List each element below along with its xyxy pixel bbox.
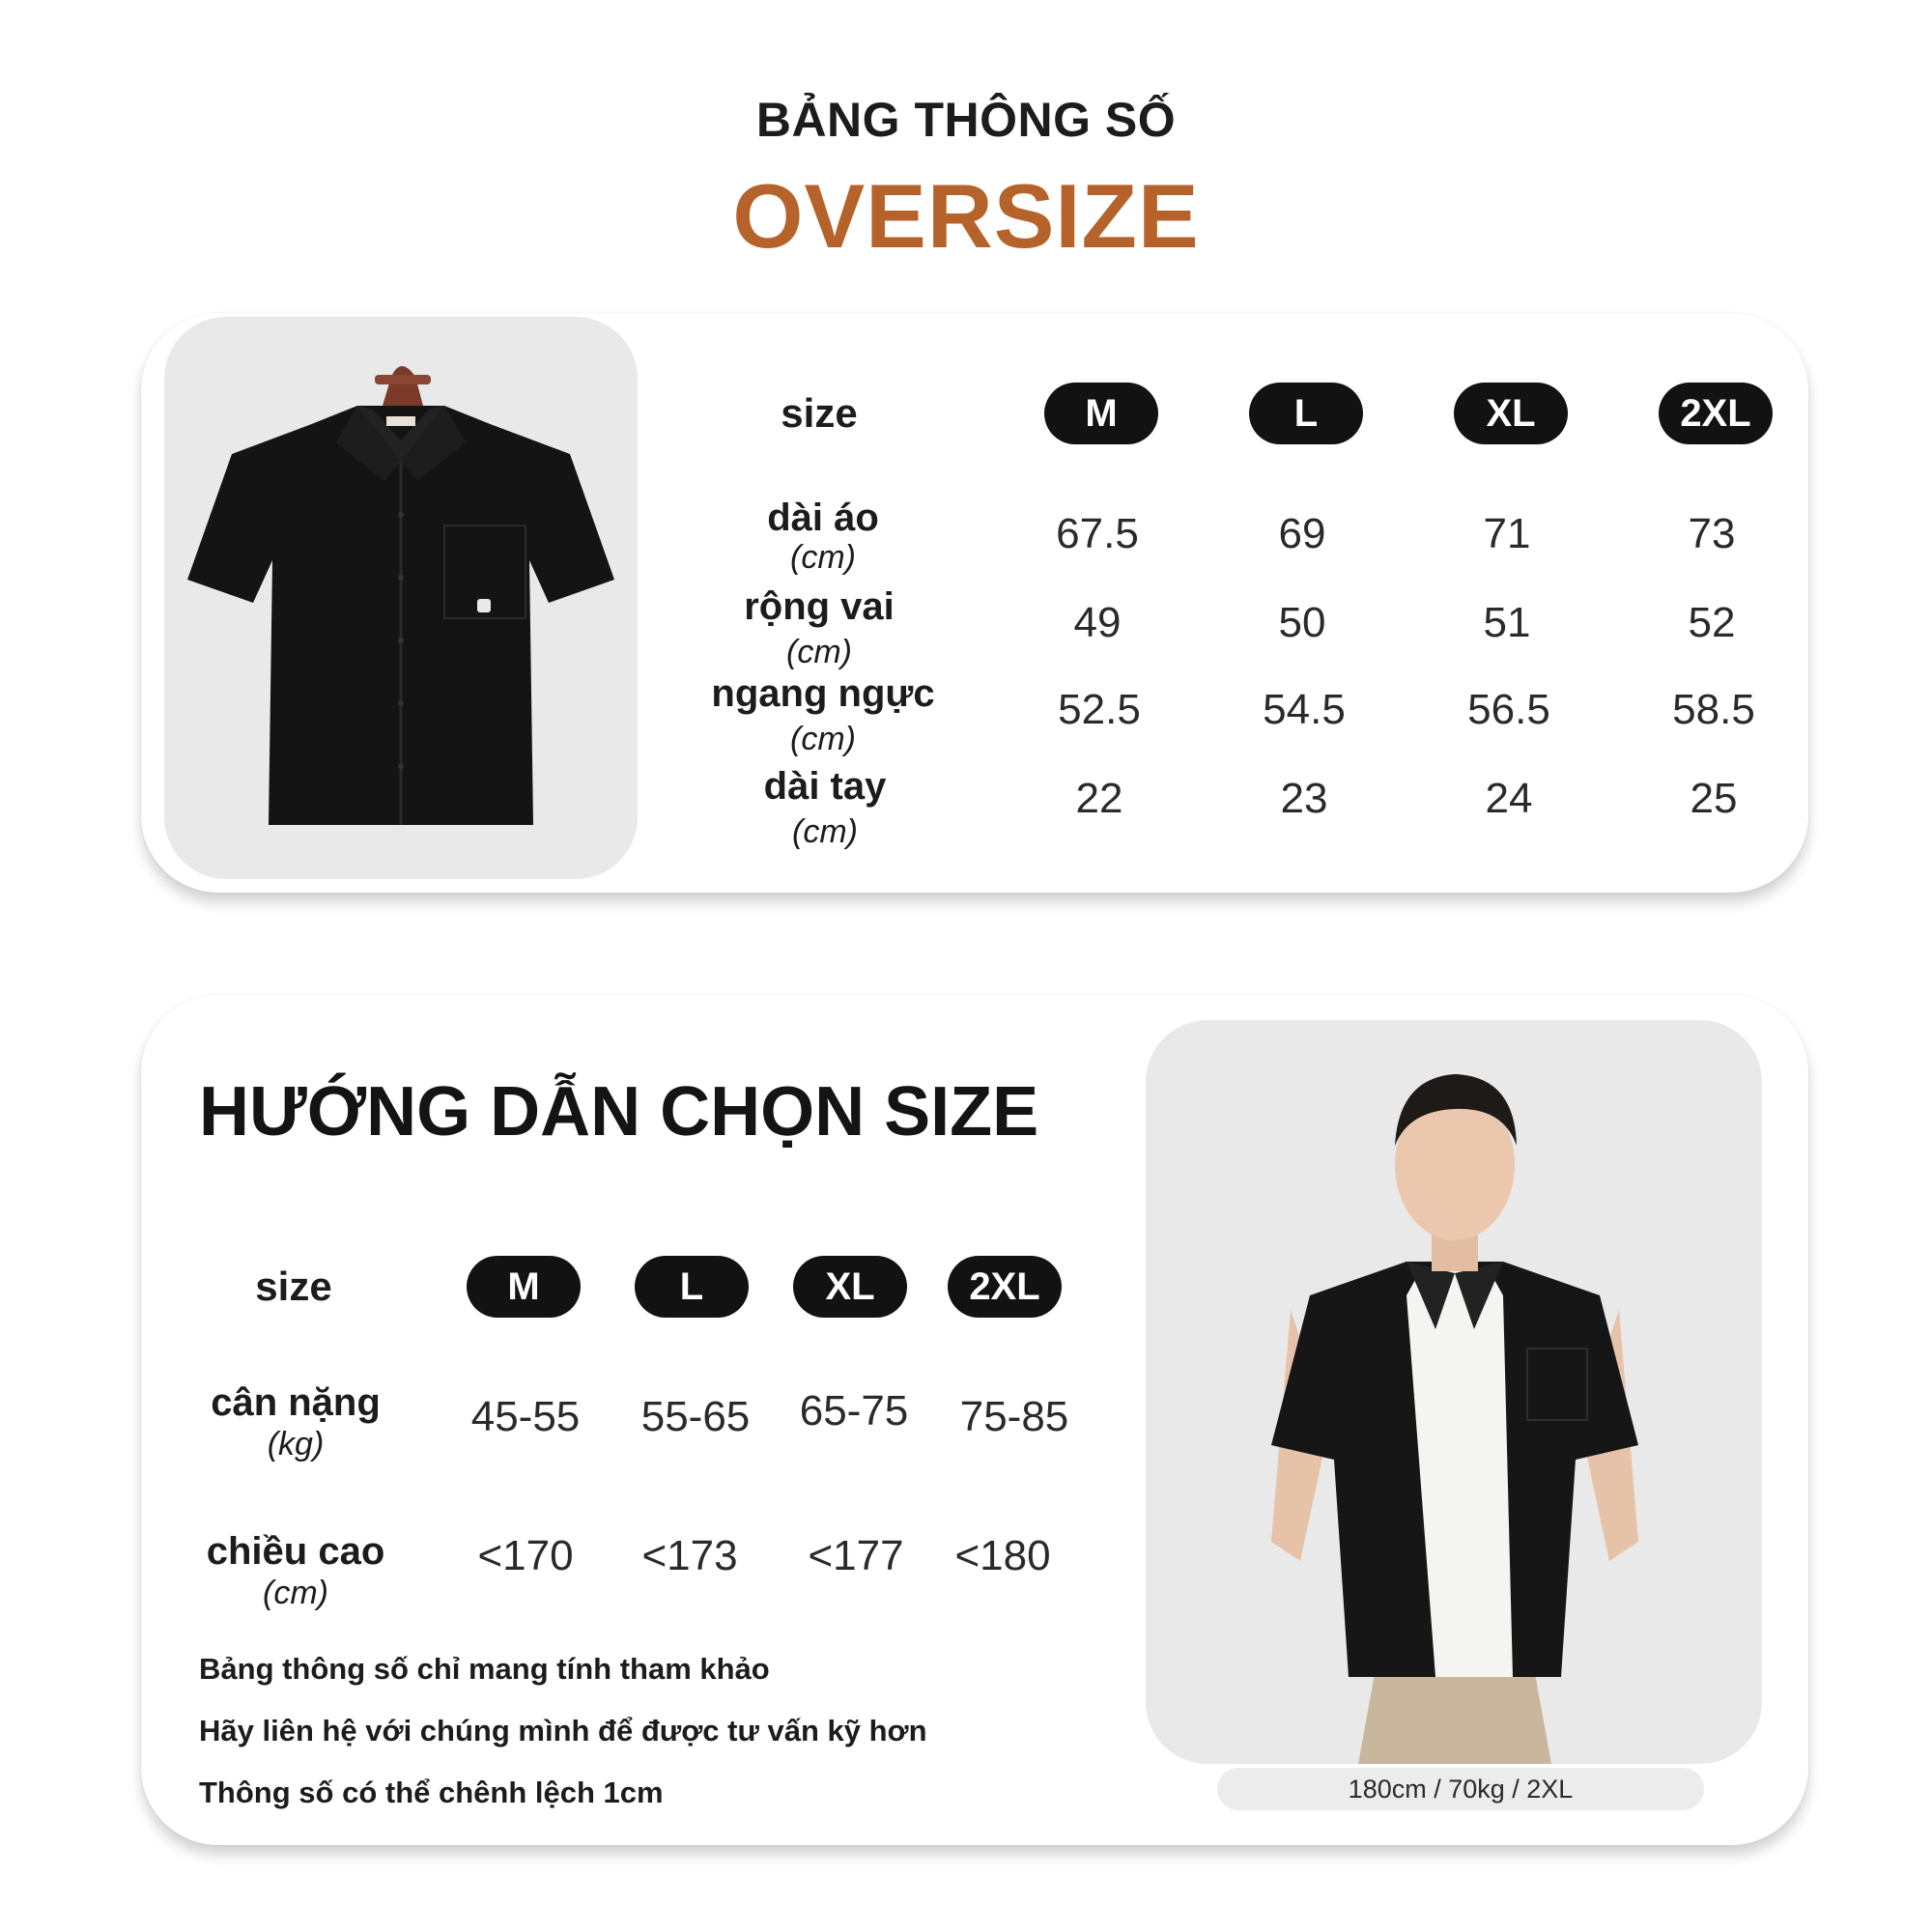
spec-value: 69 <box>1278 510 1326 557</box>
spec-row-label: dài áo <box>767 497 879 539</box>
spec-value: 58.5 <box>1672 686 1755 733</box>
guide-size-pill-2xl: 2XL <box>948 1256 1062 1318</box>
guide-value: 55-65 <box>640 1393 751 1440</box>
guide-value: 75-85 <box>959 1393 1069 1440</box>
guide-note: Thông số có thể chênh lệch 1cm <box>199 1776 664 1809</box>
size-guide-card <box>141 995 1808 1845</box>
spec-size-pill-xl: XL <box>1454 383 1568 444</box>
spec-size-pill-2xl: 2XL <box>1659 383 1773 444</box>
guide-size-pill-xl: XL <box>793 1256 907 1318</box>
spec-value: 54.5 <box>1263 686 1346 733</box>
guide-value: <173 <box>641 1532 738 1579</box>
spec-value: 52 <box>1688 599 1736 646</box>
spec-row-unit: (cm) <box>790 721 856 757</box>
spec-value: 49 <box>1073 599 1122 646</box>
spec-value: 51 <box>1483 599 1531 646</box>
spec-value: 52.5 <box>1058 686 1141 733</box>
guide-value: 45-55 <box>470 1393 581 1440</box>
size-guide-title: HƯỚNG DẪN CHỌN SIZE <box>199 1073 1039 1151</box>
guide-size-pill-m: M <box>467 1256 581 1318</box>
spec-row-label: rộng vai <box>744 585 895 628</box>
model-photo <box>1146 1020 1762 1764</box>
guide-size-pill-l: L <box>635 1256 749 1318</box>
shirt-icon <box>164 317 638 879</box>
header-title: OVERSIZE <box>732 165 1200 267</box>
spec-row-label: dài tay <box>763 765 887 808</box>
guide-row-label: chiều cao <box>206 1530 385 1573</box>
spec-value: 73 <box>1688 510 1736 557</box>
spec-value: 50 <box>1278 599 1326 646</box>
guide-row-label: cân nặng <box>211 1381 381 1424</box>
model-icon <box>1146 1020 1762 1764</box>
spec-row-unit: (cm) <box>790 539 856 576</box>
spec-value: 24 <box>1485 775 1533 822</box>
spec-row-label: ngang ngực <box>711 672 935 715</box>
guide-value: <180 <box>954 1532 1051 1579</box>
spec-value: 22 <box>1075 775 1123 822</box>
spec-value: 23 <box>1280 775 1328 822</box>
model-caption: 180cm / 70kg / 2XL <box>1217 1768 1704 1810</box>
guide-value: <177 <box>808 1532 904 1579</box>
header-subtitle: BẢNG THÔNG SỐ <box>755 93 1177 147</box>
spec-value: 25 <box>1690 775 1738 822</box>
spec-size-pill-m: M <box>1044 383 1158 444</box>
guide-note: Hãy liên hệ với chúng mình để được tư vấn kỹ hơn <box>199 1714 927 1747</box>
spec-size-label: size <box>781 390 858 436</box>
spec-size-pill-l: L <box>1249 383 1363 444</box>
spec-value: 67.5 <box>1056 510 1139 557</box>
guide-value: <170 <box>477 1532 574 1579</box>
guide-row-unit: (cm) <box>263 1575 328 1611</box>
spec-row-unit: (cm) <box>786 634 852 670</box>
guide-size-label: size <box>255 1264 332 1309</box>
spec-value: 71 <box>1483 510 1531 557</box>
shirt-photo <box>164 317 638 879</box>
spec-row-unit: (cm) <box>792 813 858 850</box>
guide-value: 65-75 <box>799 1387 909 1435</box>
spec-value: 56.5 <box>1467 686 1550 733</box>
spec-table-card <box>141 313 1808 893</box>
guide-note: Bảng thông số chỉ mang tính tham khảo <box>199 1652 770 1686</box>
guide-row-unit: (kg) <box>267 1426 325 1463</box>
